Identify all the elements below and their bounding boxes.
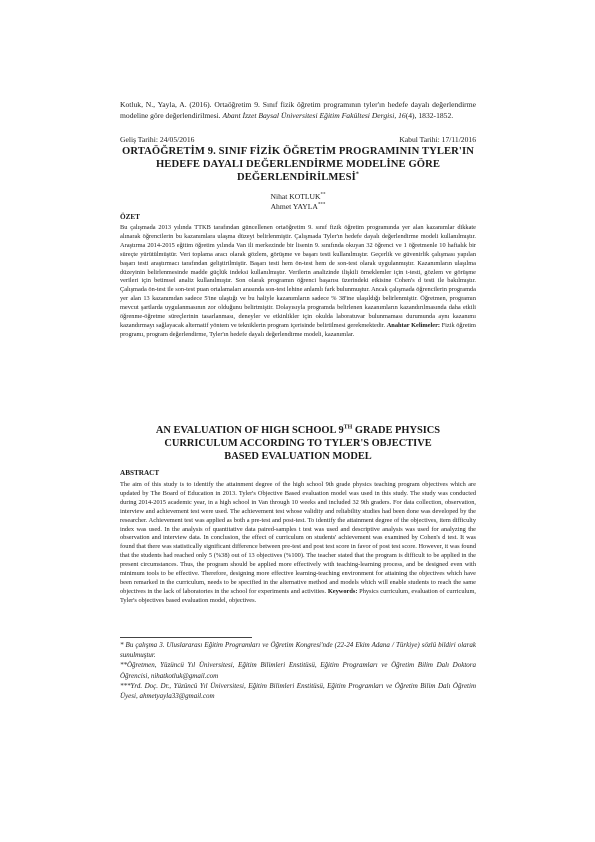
- english-title-line-1: [120, 424, 476, 437]
- author-list: [120, 192, 476, 212]
- author-2-mark: ***: [317, 202, 326, 208]
- received-date: Geliş Tarihi: 24/05/2016: [120, 135, 195, 144]
- citation-journal: Abant İzzet Baysal Üniversitesi Eğitim Fakültesi Dergisi, 16: [222, 111, 406, 121]
- english-title-line-1b: GRADE PHYSICS: [352, 425, 441, 436]
- author-2: [120, 202, 476, 212]
- author-2-name: Ahmet YAYLA: [270, 202, 318, 211]
- english-title-line-3: BASED EVALUATION MODEL: [224, 451, 372, 462]
- ozet-keywords-label: Anahtar Kelimeler:: [386, 321, 440, 329]
- footnote-1: * Bu çalışma 3. Uluslararası Eğitim Programları ve Öğretim Kongresi'nde (22-24 Ekim Adana / Türkiye) sözlü bildiri olarak sunulmuştur.: [120, 641, 476, 660]
- citation-issue: (4), 1832-1852.: [405, 111, 454, 121]
- author-1-name: Nihat KOTLUK: [270, 192, 321, 201]
- abstract-heading: ABSTRACT: [120, 469, 160, 477]
- turkish-title: [120, 145, 476, 184]
- abstract-keywords-label: Keywords:: [327, 587, 358, 595]
- ozet-heading: ÖZET: [120, 213, 140, 221]
- ozet-text: Bu çalışmada 2013 yılında TTKB tarafından güncellenen ortaöğretim 9. sınıf fizik öğretim programında yer alan kazanımlar dikkate alınarak öğrencilerin bu kazanımlara ulaşma düzeyi belirlenmiştir. Çalışmada Tyler'ın hedefe dayalı değerlendirme modeli kullanılmıştır. Araştırma 2014-2015 eğitim öğretim yılında Van ili merkezinde bir lisenin 9. sınıfında okuyan 32 öğrenci ve 1 öğretmenle 10 haftalık bir süreçte yürütülmüştür. Veri toplama aracı olarak gözlem, görüşme ve başarı testi kullanılmıştır. Geçerlik ve güvenirlik çalışması yapılan başarı testi araştırmacı tarafından geliştirilmiştir. Başarı testi hem ön-test hem de son-test olarak uygulanmıştır. Kazanımların ulaşılma düzeyinin belirlenmesinde madde güçlük indeksi kullanılmıştır. Verilerin analizinde ilişkili örneklemler için t-testi, gözlem ve görüşme verileri için betimsel analiz kullanılmıştır. Son olarak programın öğrenci başarısı üzerindeki etkisine Cohen's d testi ile bakılmıştır. Çalışmada ön-test ile son-test puan ortalamaları arasında son-test lehine anlamlı fark bulunmuştur. Ancak çalışmada öğrencilerin programda yer alan 13 kazanımdan sadece 5'ine ulaştığı ve bu haliyle kazanımların sadece % 38'ine ulaşıldığı belirlenmiştir. Öğretmen, programın mevcut şartlarda uygulanmasının zor olduğunu belirtmiştir. Dolayısıyla programda belirlenen kazanımların kazandırılmasında daha etkili öğrenme-öğretme süreçlerinin tasarlanması, deneyler ve etkinlikler için okulda laboratuvar bulunmaması durumunda aynı kazanımı kazandırmayı sağlayacak alternatif yöntem ve tekniklerin program içerisinde belirtilmesi gerekmektedir.: [120, 224, 476, 329]
- citation-authors-title: Kotluk, N., Yayla, A. (2016). Ortaöğretim 9. Sınıf fizik öğretim programının tyler'ın hedefe dayalı değerlendirme modeline göre değerlendirilmesi.: [120, 100, 476, 121]
- author-1-mark: **: [320, 192, 326, 198]
- english-title-line-1a: AN EVALUATION OF HIGH SCHOOL 9: [155, 425, 344, 436]
- footnotes: [120, 640, 476, 701]
- english-title-sup: TH: [343, 424, 353, 431]
- abstract-keywords: Physics curriculum, evaluation of curriculum, Tyler's objectives based evaluation model, objectives.: [120, 587, 476, 604]
- article-dates: [120, 135, 476, 145]
- english-title: [120, 424, 476, 463]
- english-title-line-2: CURRICULUM ACCORDING TO TYLER'S OBJECTIVE: [164, 438, 432, 449]
- footnote-3: ***Yrd. Doç. Dr., Yüzüncü Yıl Üniversitesi, Eğitim Bilimleri Enstitüsü, Eğitim Programları ve Öğretim Bilim Dalı Öğretim Üyesi, ahmetyayla33@gmail.com: [120, 681, 476, 701]
- author-1: [120, 192, 476, 202]
- footnote-2: **Öğretmen, Yüzüncü Yıl Üniversitesi, Eğitim Bilimleri Enstitüsü, Eğitim Programları ve Öğretim Bilim Dalı Doktora Öğrencisi, nihatkotluk@gmail.com: [120, 661, 476, 680]
- abstract-body: [120, 481, 476, 606]
- turkish-title-text: ORTAÖĞRETİM 9. SINIF FİZİK ÖĞRETİM PROGRAMININ TYLER'IN HEDEFE DAYALI DEĞERLENDİRME MODELİNE GÖRE DEĞERLENDİRİLMESİ: [122, 146, 474, 183]
- ozet-body: [120, 224, 476, 340]
- citation: [120, 99, 476, 121]
- accepted-date: Kabul Tarihi: 17/11/2016: [399, 135, 476, 144]
- title-footnote-mark: *: [355, 171, 359, 178]
- abstract-text: The aim of this study is to identify the attainment degree of the high school 9th grade physics teaching program objectives which are updated by The Board of Education in 2013. Tyler's Objective Based evaluation model was used in this study. The study was conducted during 2014-2015 academic year, in a high school in Van through 10 weeks and included 32 9th graders. For data collection, observation, interview and achievement test were used. The achievement test whose validity and reliability studies had been done was developed by the researcher. Achievement test was applied as both a pre-test and post-test. To identify the attainment degree of the objectives, item difficulty index was used. In the analysis of quantitative data paired-samples t test was used and descriptive analysis was used for analyzing the observation and interview data. In conclusion, the effect of curriculum on students' achievement was examined by Cohen's d test. It was found that there was statistically significant difference between pre-test and post test score in favor of post test score. However, it was found that the students had reached only 5 (%38) out of 13 objectives (%100). The teacher stated that the program is difficult to be applied in the present circumstances. Thus, the program should be applied more effectively with teaching-learning process, and be designed even with minimum tools to be effective. Therefore, designing more effective learning-teaching environment for attaining the objectives which have been remarked in the curriculum, needs to be specified in the alternative method and models which will enable students to reach the same objectives in the lack of laboratories in the school for experiments and activities.: [120, 481, 476, 595]
- footnote-divider: [120, 637, 252, 638]
- ozet-keywords: Fizik öğretim programı, program değerlendirme, Tyler'ın hedefe dayalı değerlendirme modeli, kazanımlar.: [120, 321, 476, 338]
